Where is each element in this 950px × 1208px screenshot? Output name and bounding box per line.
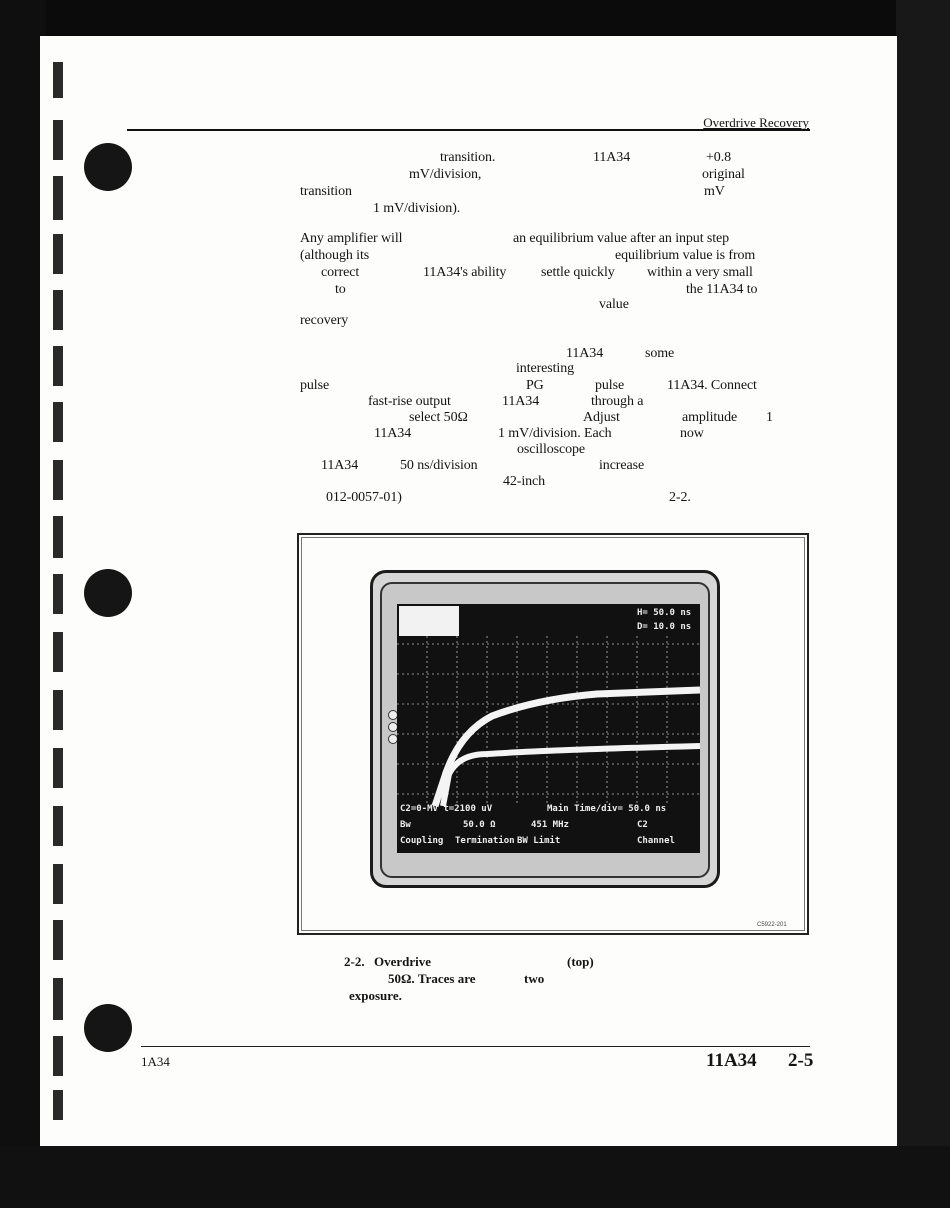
binder-mark bbox=[53, 574, 63, 614]
readout-channel-id: C2 bbox=[637, 820, 648, 830]
binder-mark bbox=[53, 748, 63, 788]
text-fragment: settle quickly bbox=[541, 265, 615, 280]
text-fragment: 11A34 bbox=[502, 394, 540, 409]
binder-mark bbox=[53, 1036, 63, 1076]
text-fragment: 42-inch bbox=[503, 474, 546, 489]
binder-mark bbox=[53, 978, 63, 1020]
footer-model: 11A34 bbox=[706, 1050, 757, 1071]
text-fragment: transition bbox=[300, 184, 352, 199]
text-fragment: 11A34 bbox=[374, 426, 412, 441]
binder-mark bbox=[53, 920, 63, 960]
binder-mark bbox=[53, 176, 63, 220]
binder-mark bbox=[53, 290, 63, 330]
punch-hole bbox=[84, 1004, 132, 1052]
caption-fragment: exposure. bbox=[349, 988, 402, 1003]
caption-fragment: 2-2. bbox=[344, 954, 365, 969]
punch-hole bbox=[84, 143, 132, 191]
text-fragment: +0.8 bbox=[706, 150, 731, 165]
text-fragment: recovery bbox=[300, 313, 349, 328]
text-fragment: amplitude bbox=[682, 410, 738, 425]
text-fragment: pulse bbox=[300, 378, 330, 393]
punch-hole bbox=[84, 569, 132, 617]
text-fragment: Adjust bbox=[583, 410, 620, 425]
text-fragment: 012-0057-01) bbox=[326, 490, 402, 505]
text-fragment: 11A34 bbox=[566, 346, 604, 361]
section-title: Overdrive Recovery bbox=[703, 115, 809, 130]
readout-d-setting: D= 10.0 ns bbox=[637, 622, 692, 632]
text-fragment: equilibrium value is from bbox=[615, 248, 756, 263]
binder-mark bbox=[53, 460, 63, 500]
binder-mark bbox=[53, 120, 63, 160]
scan-border-right bbox=[896, 0, 950, 1208]
text-fragment: fast-rise output bbox=[368, 394, 451, 409]
text-fragment: to bbox=[335, 282, 346, 297]
footer-rule bbox=[141, 1046, 810, 1047]
waveform-display bbox=[397, 604, 700, 853]
binder-mark bbox=[53, 690, 63, 730]
text-fragment: increase bbox=[599, 458, 645, 473]
readout-h-setting: H= 50.0 ns bbox=[637, 608, 692, 618]
caption-fragment: (top) bbox=[567, 954, 594, 969]
scan-border-bottom bbox=[0, 1146, 950, 1208]
text-fragment: 11A34. Connect bbox=[667, 378, 757, 393]
binder-mark bbox=[53, 402, 63, 442]
readout-bw-limit: BW Limit bbox=[517, 836, 561, 846]
text-fragment: interesting bbox=[516, 361, 574, 376]
binder-mark bbox=[53, 516, 63, 558]
readout-coupling: Coupling bbox=[400, 836, 444, 846]
text-fragment: 11A34 bbox=[593, 150, 631, 165]
text-fragment: Any amplifier will bbox=[300, 231, 403, 246]
readout-channel: C2=0-MV t=2100 uV bbox=[400, 804, 493, 814]
text-fragment: 11A34's ability bbox=[423, 265, 507, 280]
text-fragment: correct bbox=[321, 265, 360, 280]
text-fragment: transition. bbox=[440, 150, 496, 165]
text-fragment: 1 bbox=[766, 410, 773, 425]
text-fragment: original bbox=[702, 167, 745, 182]
text-fragment: (although its bbox=[300, 248, 370, 263]
text-fragment: 1 mV/division. Each bbox=[498, 426, 612, 441]
text-fragment: 1 mV/division). bbox=[373, 201, 461, 216]
text-fragment: mV bbox=[704, 184, 725, 199]
readout-impedance: 50.0 Ω bbox=[463, 820, 496, 830]
binder-mark bbox=[53, 234, 63, 274]
text-fragment: the 11A34 to bbox=[686, 282, 758, 297]
text-fragment: 11A34 bbox=[321, 458, 359, 473]
binder-mark bbox=[53, 1090, 63, 1120]
text-fragment: now bbox=[680, 426, 704, 441]
text-fragment: through a bbox=[591, 394, 644, 409]
text-fragment: some bbox=[645, 346, 675, 361]
binder-mark bbox=[53, 346, 63, 386]
trace-bottom bbox=[443, 746, 700, 806]
text-fragment: select 50Ω bbox=[409, 410, 468, 425]
text-fragment: oscilloscope bbox=[517, 442, 586, 457]
text-fragment: 50 ns/division bbox=[400, 458, 478, 473]
footer-left-text: 1A34 bbox=[141, 1054, 170, 1069]
readout-main-time-div: Main Time/div= 50.0 ns bbox=[547, 804, 667, 814]
binder-mark bbox=[53, 62, 63, 98]
text-fragment: pulse bbox=[595, 378, 625, 393]
readout-channel-label: Channel bbox=[637, 836, 675, 846]
figure-id: C5922-201 bbox=[757, 922, 787, 928]
binder-mark bbox=[53, 632, 63, 672]
caption-fragment: Overdrive bbox=[374, 954, 432, 969]
text-fragment: 2-2. bbox=[669, 490, 691, 505]
oscilloscope-screen bbox=[397, 604, 700, 853]
binder-mark bbox=[53, 806, 63, 846]
caption-fragment: 50Ω. Traces are bbox=[388, 971, 476, 986]
readout-bw-label: Bw bbox=[400, 820, 411, 830]
text-fragment: value bbox=[599, 297, 629, 312]
caption-fragment: two bbox=[524, 971, 545, 986]
text-fragment: mV/division, bbox=[409, 167, 482, 182]
readout-termination: Termination bbox=[455, 836, 515, 846]
readout-bandwidth: 451 MHz bbox=[531, 820, 569, 830]
screen-highlight-box bbox=[399, 606, 459, 636]
binder-mark bbox=[53, 864, 63, 904]
text-fragment: within a very small bbox=[647, 265, 753, 280]
text-fragment: an equilibrium value after an input step bbox=[513, 231, 730, 246]
page-number: 2-5 bbox=[788, 1050, 814, 1071]
text-fragment: PG bbox=[526, 378, 544, 393]
